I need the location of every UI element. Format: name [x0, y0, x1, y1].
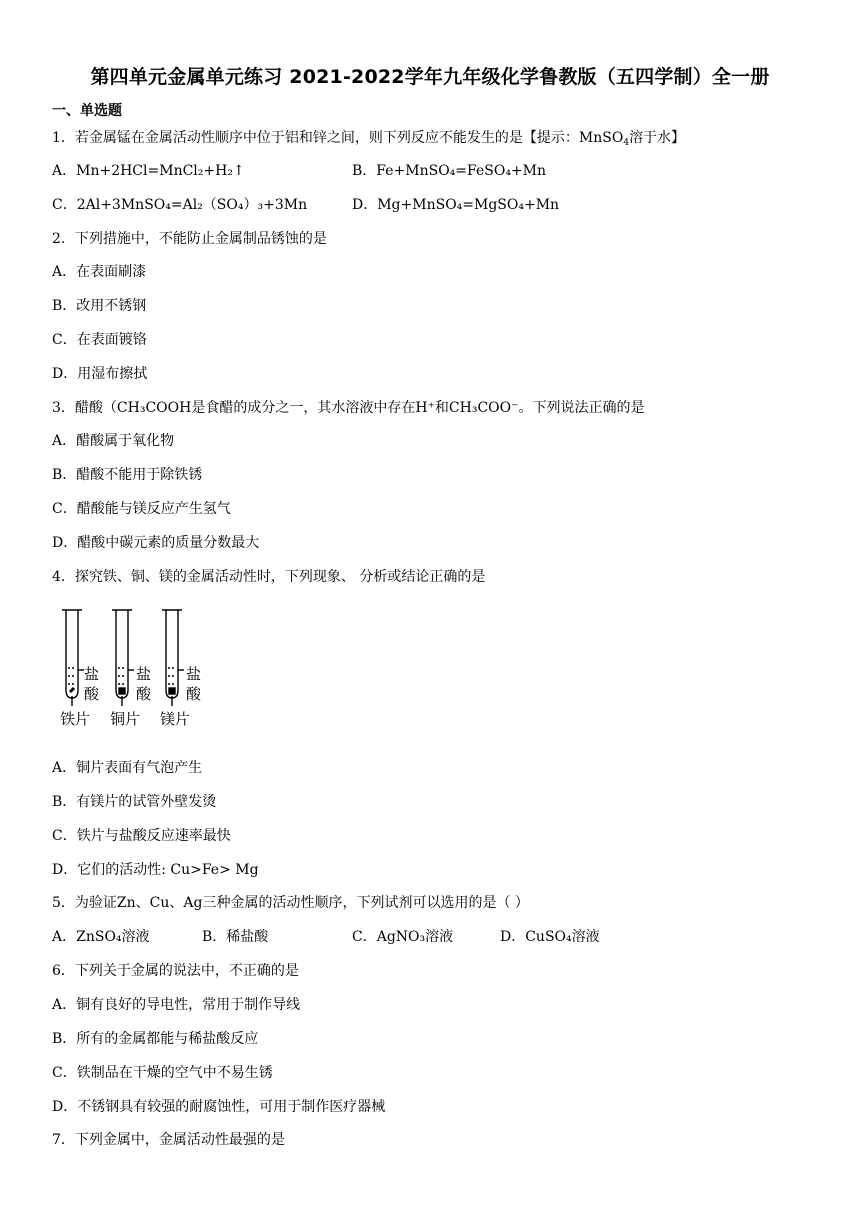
question-6-option-b: B．所有的金属都能与稀盐酸反应 — [52, 1031, 259, 1047]
question-1-stem-sub: 4 — [623, 138, 630, 148]
question-5-option-c: C．AgNO₃溶液 — [352, 929, 454, 945]
acid-label-3: 盐酸 — [186, 665, 202, 703]
question-4-option-a: A．铜片表面有气泡产生 — [52, 760, 203, 776]
question-2-option-c: C．在表面镀铬 — [52, 332, 147, 348]
question-3-option-a: A．醋酸属于氧化物 — [52, 433, 175, 449]
question-3-option-b: B．醋酸不能用于除铁锈 — [52, 467, 203, 483]
test-tube-copper — [112, 610, 134, 706]
metal-label-iron: 铁片 — [60, 710, 91, 728]
question-5-stem: 5．为验证Zn、Cu、Ag三种金属的活动性顺序，下列试剂可以选用的是（ ） — [52, 895, 529, 911]
question-1-option-a: A．Mn+2HCl=MnCl₂+H₂↑ — [52, 163, 245, 179]
question-3-option-d: D．醋酸中碳元素的质量分数最大 — [52, 535, 260, 551]
question-2-option-b: B．改用不锈钢 — [52, 298, 147, 314]
question-5-option-b: B．稀盐酸 — [202, 929, 269, 945]
question-6-option-a: A．铜有良好的导电性，常用于制作导线 — [52, 997, 301, 1013]
question-5-options — [52, 927, 812, 947]
question-3-option-c: C．醋酸能与镁反应产生氢气 — [52, 501, 231, 517]
question-6-option-c: C．铁制品在干燥的空气中不易生锈 — [52, 1065, 273, 1081]
question-2-option-d: D．用湿布擦拭 — [52, 366, 148, 382]
test-tube-iron — [62, 610, 84, 706]
question-6-stem: 6．下列关于金属的说法中，不正确的是 — [52, 963, 299, 979]
question-4-option-c: C．铁片与盐酸反应速率最快 — [52, 828, 231, 844]
question-2-option-a: A．在表面刷漆 — [52, 264, 147, 280]
question-3-stem: 3．醋酸（CH₃COOH是食醋的成分之一，其水溶液中存在H⁺和CH₃COO⁻。下列说法正确的是 — [52, 400, 645, 416]
question-4-option-b: B．有镁片的试管外壁发烫 — [52, 794, 217, 810]
question-1-option-d: D．Mg+MnSO₄=MgSO₄+Mn — [352, 197, 560, 213]
question-1-stem-pre: 1．若金属锰在金属活动性顺序中位于铝和锌之间，则下列反应不能发生的是【提示：MnSO — [52, 130, 624, 146]
metal-label-magnesium: 镁片 — [160, 710, 191, 728]
section-heading: 一、单选题 — [52, 103, 122, 119]
acid-label-2: 盐酸 — [136, 665, 152, 703]
test-tube-magnesium — [162, 610, 184, 706]
question-1-option-c: C．2Al+3MnSO₄=Al₂（SO₄）₃+3Mn — [52, 197, 308, 213]
question-5-option-d: D．CuSO₄溶液 — [500, 929, 600, 945]
question-1-stem-post: 溶于水】 — [629, 130, 686, 146]
question-1-stem — [52, 128, 685, 148]
test-tube-figure — [58, 606, 208, 730]
question-6-option-d: D．不锈钢具有较强的耐腐蚀性，可用于制作医疗器械 — [52, 1099, 386, 1115]
metal-label-copper: 铜片 — [110, 710, 141, 728]
question-4-option-d: D．它们的活动性: Cu>Fe> Mg — [52, 862, 259, 878]
question-2-stem: 2．下列措施中，不能防止金属制品锈蚀的是 — [52, 231, 327, 247]
question-4-stem: 4．探究铁、铜、镁的金属活动性时，下列现象、 分析或结论正确的是 — [52, 569, 486, 585]
question-5-option-a: A．ZnSO₄溶液 — [52, 929, 150, 945]
question-1-option-b: B．Fe+MnSO₄=FeSO₄+Mn — [352, 163, 547, 179]
question-7-stem: 7．下列金属中，金属活动性最强的是 — [52, 1132, 285, 1148]
document-title: 第四单元金属单元练习 2021-2022学年九年级化学鲁教版（五四学制）全一册 — [90, 66, 770, 88]
acid-label-1: 盐酸 — [84, 665, 100, 703]
